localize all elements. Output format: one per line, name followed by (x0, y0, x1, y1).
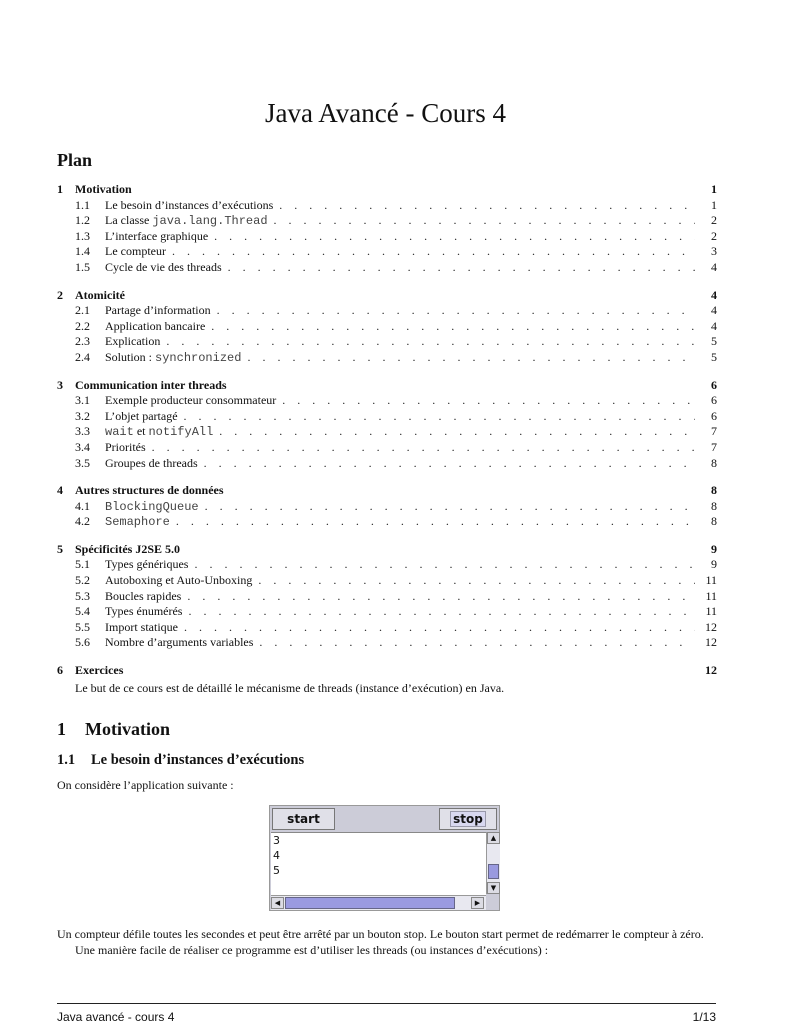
stop-button[interactable] (439, 808, 497, 830)
list-item[interactable]: 3 (273, 834, 280, 847)
counter-list[interactable] (271, 832, 486, 895)
toc-page: 9 (711, 541, 717, 556)
toc-page: 6 (711, 408, 717, 423)
toc-page: 4 (711, 287, 717, 302)
toc-section (57, 288, 717, 366)
body-text (57, 926, 719, 958)
toc-leader-dots (222, 260, 695, 276)
stop-button-label: stop (450, 811, 486, 827)
toc-page: 1 (711, 182, 717, 196)
toc-title-text: Import statique (105, 619, 178, 634)
toc-subsection-entry[interactable] (57, 334, 717, 350)
toc-leader-dots (252, 573, 695, 589)
toc-page: 9 (711, 557, 717, 572)
toc-number: 5.3 (75, 588, 90, 603)
toc-page: 2 (711, 228, 717, 243)
toc-leader-dots (178, 409, 695, 425)
scroll-left-icon[interactable]: ◀ (271, 897, 284, 909)
toc-title (105, 319, 205, 335)
toc-title (105, 604, 182, 620)
subsection-number: 1.1 (57, 752, 76, 768)
toc-subsection-entry[interactable] (57, 350, 717, 366)
toc-title (105, 393, 276, 409)
toc-section-entry[interactable] (57, 483, 717, 499)
toc-number: 3 (57, 377, 63, 392)
toc-section-entry[interactable] (57, 663, 717, 679)
toc-title (105, 573, 252, 589)
toc-subsection-entry[interactable] (57, 424, 717, 440)
toc-title-text: et (133, 424, 149, 439)
toc-number: 1.5 (75, 259, 90, 274)
toc-section-entry[interactable] (57, 288, 717, 304)
toc-number: 4 (57, 483, 63, 498)
toc-leader-dots (198, 456, 695, 472)
toc-page: 4 (711, 303, 717, 318)
toc-number: 1 (57, 182, 63, 196)
toc-title (105, 589, 181, 605)
toc-page: 7 (711, 424, 717, 439)
footer-divider (57, 1003, 716, 1004)
toc-subsection-entry[interactable] (57, 620, 717, 636)
toc-page: 5 (711, 349, 717, 364)
subsection-heading-1-1 (57, 752, 304, 769)
subsection-title: Le besoin d’instances d’exécutions (91, 752, 305, 768)
toc-subsection-entry[interactable] (57, 604, 717, 620)
toc-page: 6 (711, 393, 717, 408)
toc-number: 5.2 (75, 573, 90, 588)
toc-leader-dots (188, 557, 695, 573)
toc-subsection-entry[interactable] (57, 198, 717, 214)
list-item[interactable]: 4 (273, 849, 280, 862)
toc-leader-dots (253, 635, 695, 651)
toc-code: notifyAll (148, 425, 214, 440)
toc-code: Semaphore (105, 515, 170, 530)
toc-leader-dots (166, 244, 695, 260)
toc-page: 8 (711, 514, 717, 529)
horizontal-scroll-thumb[interactable] (285, 897, 455, 909)
toc-page: 8 (711, 483, 717, 498)
toc-leader-dots (208, 229, 695, 245)
toc-title (105, 440, 146, 456)
toc-leader-dots (211, 303, 695, 319)
toc-number: 5.4 (75, 604, 90, 619)
toc-title-text: Application bancaire (105, 318, 206, 333)
document-title: Java Avancé - Cours 4 (265, 98, 506, 128)
toc-title: Communication inter threads (75, 377, 227, 392)
toc-title: Atomicité (75, 287, 125, 302)
toc-page: 12 (705, 619, 717, 634)
toc-number: 2 (57, 287, 63, 302)
section-number: 1 (57, 719, 66, 739)
toc-title (105, 334, 160, 350)
toc-subsection-entry[interactable] (57, 514, 717, 530)
toc-subsection-entry[interactable] (57, 635, 717, 651)
toc-leader-dots (146, 440, 695, 456)
toc-page: 8 (711, 498, 717, 513)
footer-page-number: 1/13 (692, 1010, 716, 1024)
toc-section-entry[interactable] (57, 542, 717, 558)
toc-section-entry[interactable] (57, 182, 717, 198)
toc-page: 12 (705, 663, 717, 678)
toc-title-text: Nombre d’arguments variables (105, 635, 254, 650)
toc-title (105, 424, 213, 441)
start-button[interactable]: start (272, 808, 335, 830)
toc-page: 6 (711, 377, 717, 392)
toc-number: 1.1 (75, 197, 90, 212)
toc-title-text: La classe (105, 213, 153, 228)
toc-title (105, 198, 273, 214)
vertical-scrollbar[interactable] (486, 832, 500, 894)
toc-subsection-entry[interactable] (57, 557, 717, 573)
toc-title: Spécificités J2SE 5.0 (75, 541, 180, 556)
toc-section (57, 378, 717, 472)
toc-subsection-entry[interactable] (57, 229, 717, 245)
toc-title-text: L’objet partagé (105, 408, 178, 423)
toc-title (105, 456, 198, 472)
paragraph: Un compteur défile toutes les secondes et peut être arrêté par un bouton stop. Le bouton start permet de redémarrer le compteur à zéro. (57, 927, 704, 941)
toc-subsection-entry[interactable] (57, 260, 717, 276)
toc-section (57, 483, 717, 530)
toc-number: 4.1 (75, 498, 90, 513)
toc-leader-dots (170, 514, 695, 530)
toc-title (105, 514, 170, 531)
toc-subsection-entry[interactable] (57, 573, 717, 589)
toc-section (57, 542, 717, 651)
toc-title-text: Partage d’information (105, 303, 211, 318)
toc-code: wait (105, 425, 134, 440)
toc-subsection-entry[interactable] (57, 213, 717, 229)
toc-title-text: Groupes de threads (105, 455, 198, 470)
consider-paragraph: On considère l’application suivante : (57, 778, 234, 792)
toc-page: 11 (705, 604, 717, 619)
toc-page: 12 (705, 635, 717, 650)
toc-number: 5 (57, 541, 63, 556)
toc-title-text: Autoboxing et Auto-Unboxing (105, 573, 253, 588)
toc-page: 1 (711, 197, 717, 212)
toc-number: 5.6 (75, 635, 90, 650)
toc-subsection-entry[interactable] (57, 499, 717, 515)
toc-leader-dots (276, 393, 695, 409)
toc-title (105, 260, 222, 276)
toc-number: 2.3 (75, 334, 90, 349)
section-heading-1 (57, 719, 170, 740)
toc-page: 4 (711, 259, 717, 274)
toc-title-text: L’interface graphique (105, 228, 209, 243)
toc-leader-dots (199, 499, 695, 515)
horizontal-scrollbar[interactable] (271, 895, 486, 910)
toc-title (105, 213, 268, 230)
toc-leader-dots (160, 334, 695, 350)
toc-number: 6 (57, 663, 63, 678)
toc-title-text: Le besoin d’instances d’exécutions (105, 197, 274, 212)
toc-number: 1.3 (75, 228, 90, 243)
toc-subsection-entry[interactable] (57, 303, 717, 319)
toc-code: synchronized (155, 350, 242, 365)
toc-number: 3.4 (75, 439, 90, 454)
toc-leader-dots (241, 350, 695, 366)
toc-number: 3.2 (75, 408, 90, 423)
toc-title (105, 499, 199, 516)
toc-subsection-entry[interactable] (57, 319, 717, 335)
toc-subsection-entry[interactable] (57, 409, 717, 425)
toc-title-text: Exemple producteur consommateur (105, 393, 277, 408)
toc-section (57, 663, 717, 679)
toc-title (105, 409, 178, 425)
toc-title: Exercices (75, 663, 124, 678)
toc-subsection-entry[interactable] (57, 440, 717, 456)
toc-number: 1.2 (75, 213, 90, 228)
scroll-down-icon[interactable]: ▼ (487, 882, 500, 894)
toc-title-text: Priorités (105, 439, 146, 454)
toc-page: 7 (711, 439, 717, 454)
table-of-contents (57, 182, 717, 696)
toc-page: 8 (711, 455, 717, 470)
toc-number: 3.3 (75, 424, 90, 439)
toc-title (105, 244, 166, 260)
vertical-scroll-thumb[interactable] (488, 864, 499, 879)
toc-title (105, 229, 208, 245)
toc-subsection-entry[interactable] (57, 589, 717, 605)
toc-subsection-entry[interactable] (57, 244, 717, 260)
toc-title-text: Explication (105, 334, 161, 349)
toc-title (105, 620, 178, 636)
plan-heading: Plan (57, 150, 93, 170)
toc-title-text: Solution : (105, 349, 156, 364)
toc-page: 5 (711, 334, 717, 349)
toc-section (57, 182, 717, 276)
toc-number: 2.2 (75, 318, 90, 333)
toc-title-text: Types génériques (105, 557, 189, 572)
toc-number: 2.1 (75, 303, 90, 318)
scroll-up-icon[interactable]: ▲ (487, 832, 500, 844)
section-title: Motivation (85, 719, 170, 739)
toc-leader-dots (178, 620, 695, 636)
footer-course-name: Java avancé - cours 4 (57, 1010, 175, 1024)
toc-title (105, 303, 211, 319)
toc-leader-dots (268, 213, 695, 229)
toc-number: 1.4 (75, 244, 90, 259)
toc-leader-dots (205, 319, 695, 335)
toc-title (105, 557, 188, 573)
toc-number: 5.1 (75, 557, 90, 572)
toc-code: BlockingQueue (105, 499, 199, 514)
toc-subsection-entry[interactable] (57, 393, 717, 409)
toc-title: Motivation (75, 182, 132, 196)
toc-title-text: Le compteur (105, 244, 166, 259)
toc-title: Autres structures de données (75, 483, 224, 498)
toc-intro-text: Le but de ce cours est de détaillé le mécanisme de threads (instance d’exécution) en Java. (75, 680, 505, 695)
toc-number: 3.5 (75, 455, 90, 470)
toc-section-entry[interactable] (57, 378, 717, 394)
toc-leader-dots (181, 589, 695, 605)
toc-number: 2.4 (75, 349, 90, 364)
toc-title-text: Cycle de vie des threads (105, 259, 222, 274)
toc-title-text: Boucles rapides (105, 588, 182, 603)
toc-title (105, 635, 253, 651)
toc-number: 3.1 (75, 393, 90, 408)
toc-title-text: Types énumérés (105, 604, 183, 619)
toc-number: 4.2 (75, 514, 90, 529)
toc-number: 5.5 (75, 619, 90, 634)
paragraph: Une manière facile de réaliser ce programme est d’utiliser les threads (ou instances d’exécutions) : (75, 943, 549, 957)
toc-page: 11 (705, 588, 717, 603)
toc-leader-dots (213, 424, 695, 440)
toc-page: 4 (711, 318, 717, 333)
toc-page: 3 (711, 244, 717, 259)
toc-code: java.lang.Thread (152, 214, 268, 229)
toc-leader-dots (182, 604, 695, 620)
scroll-right-icon[interactable]: ▶ (471, 897, 484, 909)
counter-app-screenshot (269, 805, 500, 911)
toc-page: 2 (711, 213, 717, 228)
list-item[interactable]: 5 (273, 864, 280, 877)
toc-page: 11 (705, 573, 717, 588)
toc-subsection-entry[interactable] (57, 456, 717, 472)
toc-leader-dots (273, 198, 695, 214)
toc-title (105, 350, 241, 367)
